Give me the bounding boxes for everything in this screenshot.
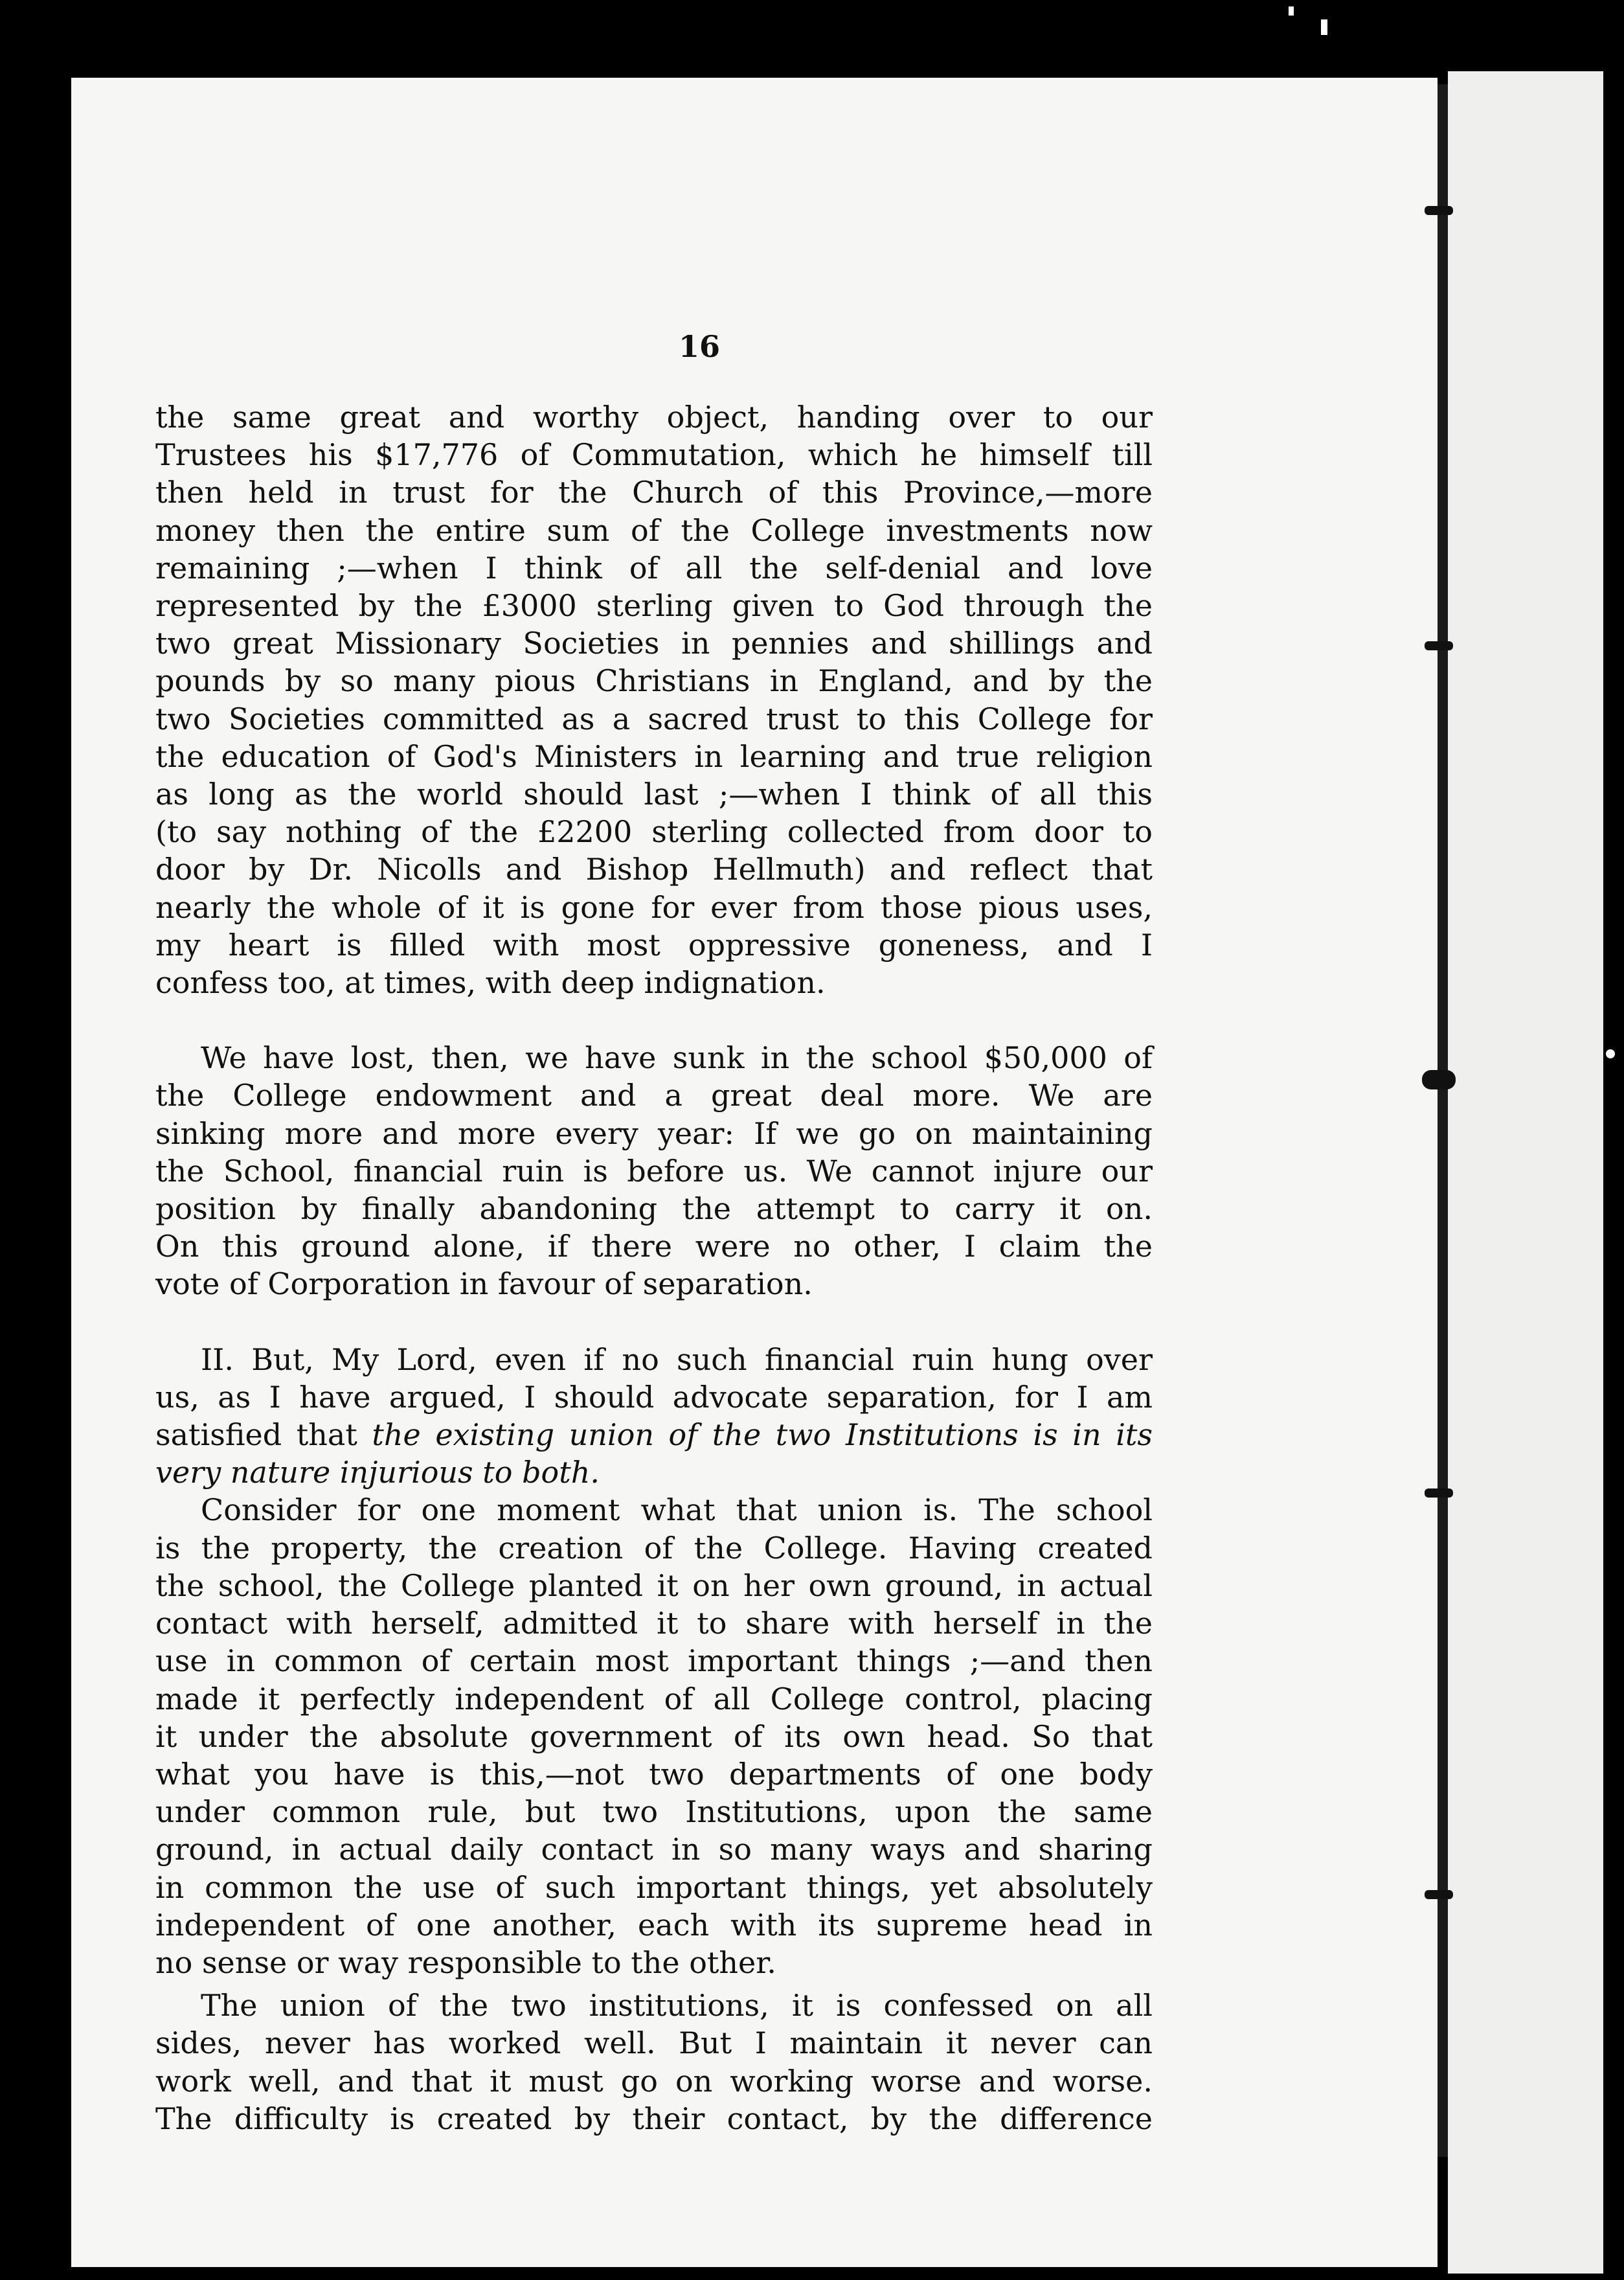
- book-spine: [1438, 84, 1448, 2157]
- text-line: two great Missionary Societies in pennies and shillings and: [155, 626, 1153, 661]
- text-line: (to say nothing of the £2200 sterling collected from door to: [155, 814, 1153, 850]
- scan-speck: [1289, 6, 1294, 16]
- text-line: the school, the College planted it on her own ground, in actual: [155, 1568, 1153, 1603]
- scan-speck: [1606, 1049, 1615, 1058]
- text-line: then held in trust for the Church of this Province,—more: [155, 475, 1153, 510]
- binding-mark: [1425, 641, 1453, 650]
- text-line: made it perfectly independent of all College control, placing: [155, 1681, 1153, 1716]
- text-line: represented by the £3000 sterling given to God through the: [155, 588, 1153, 624]
- text-line: the same great and worthy object, handing over to our: [155, 400, 1153, 435]
- text-line: the education of God's Ministers in learning and true religion: [155, 738, 1153, 774]
- italic-text: very nature injurious to both.: [155, 1455, 600, 1490]
- paragraph-5: [155, 1987, 1153, 2138]
- text-line: contact with herself, admitted it to share with herself in the: [155, 1606, 1153, 1641]
- binding-mark: [1425, 1488, 1453, 1498]
- paragraph-4: [155, 1491, 1153, 1981]
- body-text: [155, 398, 1153, 2138]
- facing-page: [1448, 71, 1603, 2274]
- text-line: [155, 1416, 1153, 1454]
- scan-speck: [1321, 19, 1327, 35]
- text-line: The difficulty is created by their contact, by the difference: [155, 2101, 1153, 2136]
- binding-mark: [1425, 1890, 1453, 1899]
- binding-mark: [1422, 1070, 1456, 1089]
- text-line: sides, never has worked well. But I maintain it never can: [155, 2025, 1153, 2061]
- text-line: under common rule, but two Institutions, upon the same: [155, 1794, 1153, 1830]
- text-line: independent of one another, each with its supreme head in: [155, 1907, 1153, 1943]
- binding-mark: [1425, 206, 1453, 215]
- text-line: position by finally abandoning the attempt to carry it on.: [155, 1191, 1153, 1227]
- text-line: it under the absolute government of its own head. So that: [155, 1718, 1153, 1754]
- paragraph-3: [155, 1341, 1153, 1492]
- text-line: the College endowment and a great deal more. We are: [155, 1078, 1153, 1113]
- text-line: is the property, the creation of the College. Having created: [155, 1530, 1153, 1566]
- paragraph-1: [155, 398, 1153, 1001]
- text-line: door by Dr. Nicolls and Bishop Hellmuth) and reflect that: [155, 852, 1153, 887]
- text-line: vote of Corporation in favour of separation.: [155, 1266, 813, 1302]
- text-line: pounds by so many pious Christians in England, and by the: [155, 663, 1153, 699]
- text-line: us, as I have argued, I should advocate separation, for I am: [155, 1379, 1153, 1415]
- text-line: Consider for one moment what that union is. The school: [201, 1492, 1153, 1528]
- text-segment: satisfied that: [155, 1417, 372, 1453]
- text-line: nearly the whole of it is gone for ever from those pious uses,: [155, 889, 1153, 925]
- page-number: 16: [678, 329, 720, 364]
- text-line: work well, and that it must go on working worse and worse.: [155, 2063, 1153, 2099]
- text-line: On this ground alone, if there were no other, I claim the: [155, 1229, 1153, 1264]
- text-line: no sense or way responsible to the other.: [155, 1944, 776, 1980]
- text-line: II. But, My Lord, even if no such financial ruin hung over: [201, 1341, 1153, 1377]
- text-line: my heart is filled with most oppressive goneness, and I: [155, 927, 1153, 963]
- text-line: the School, financial ruin is before us. We cannot injure our: [155, 1153, 1153, 1189]
- text-line: We have lost, then, we have sunk in the school $50,000 of: [201, 1040, 1153, 1076]
- paragraph-2: [155, 1039, 1153, 1303]
- text-line: use in common of certain most important things ;—and then: [155, 1643, 1153, 1679]
- text-line: confess too, at times, with deep indignation.: [155, 965, 826, 1001]
- text-line: sinking more and more every year: If we go on maintaining: [155, 1115, 1153, 1151]
- italic-text: the existing union of the two Institutions is in its: [372, 1417, 1153, 1453]
- text-line: in common the use of such important things, yet absolutely: [155, 1869, 1153, 1905]
- text-line: remaining ;—when I think of all the self-denial and love: [155, 550, 1153, 586]
- text-line: money then the entire sum of the College investments now: [155, 512, 1153, 548]
- text-line: as long as the world should last ;—when I think of all this: [155, 777, 1153, 812]
- text-line: two Societies committed as a sacred trust to this College for: [155, 701, 1153, 736]
- text-line: what you have is this,—not two departments of one body: [155, 1756, 1153, 1792]
- text-line: The union of the two institutions, it is confessed on all: [201, 1988, 1153, 2024]
- text-line: Trustees his $17,776 of Commutation, which he himself till: [155, 437, 1153, 473]
- text-line: ground, in actual daily contact in so many ways and sharing: [155, 1832, 1153, 1867]
